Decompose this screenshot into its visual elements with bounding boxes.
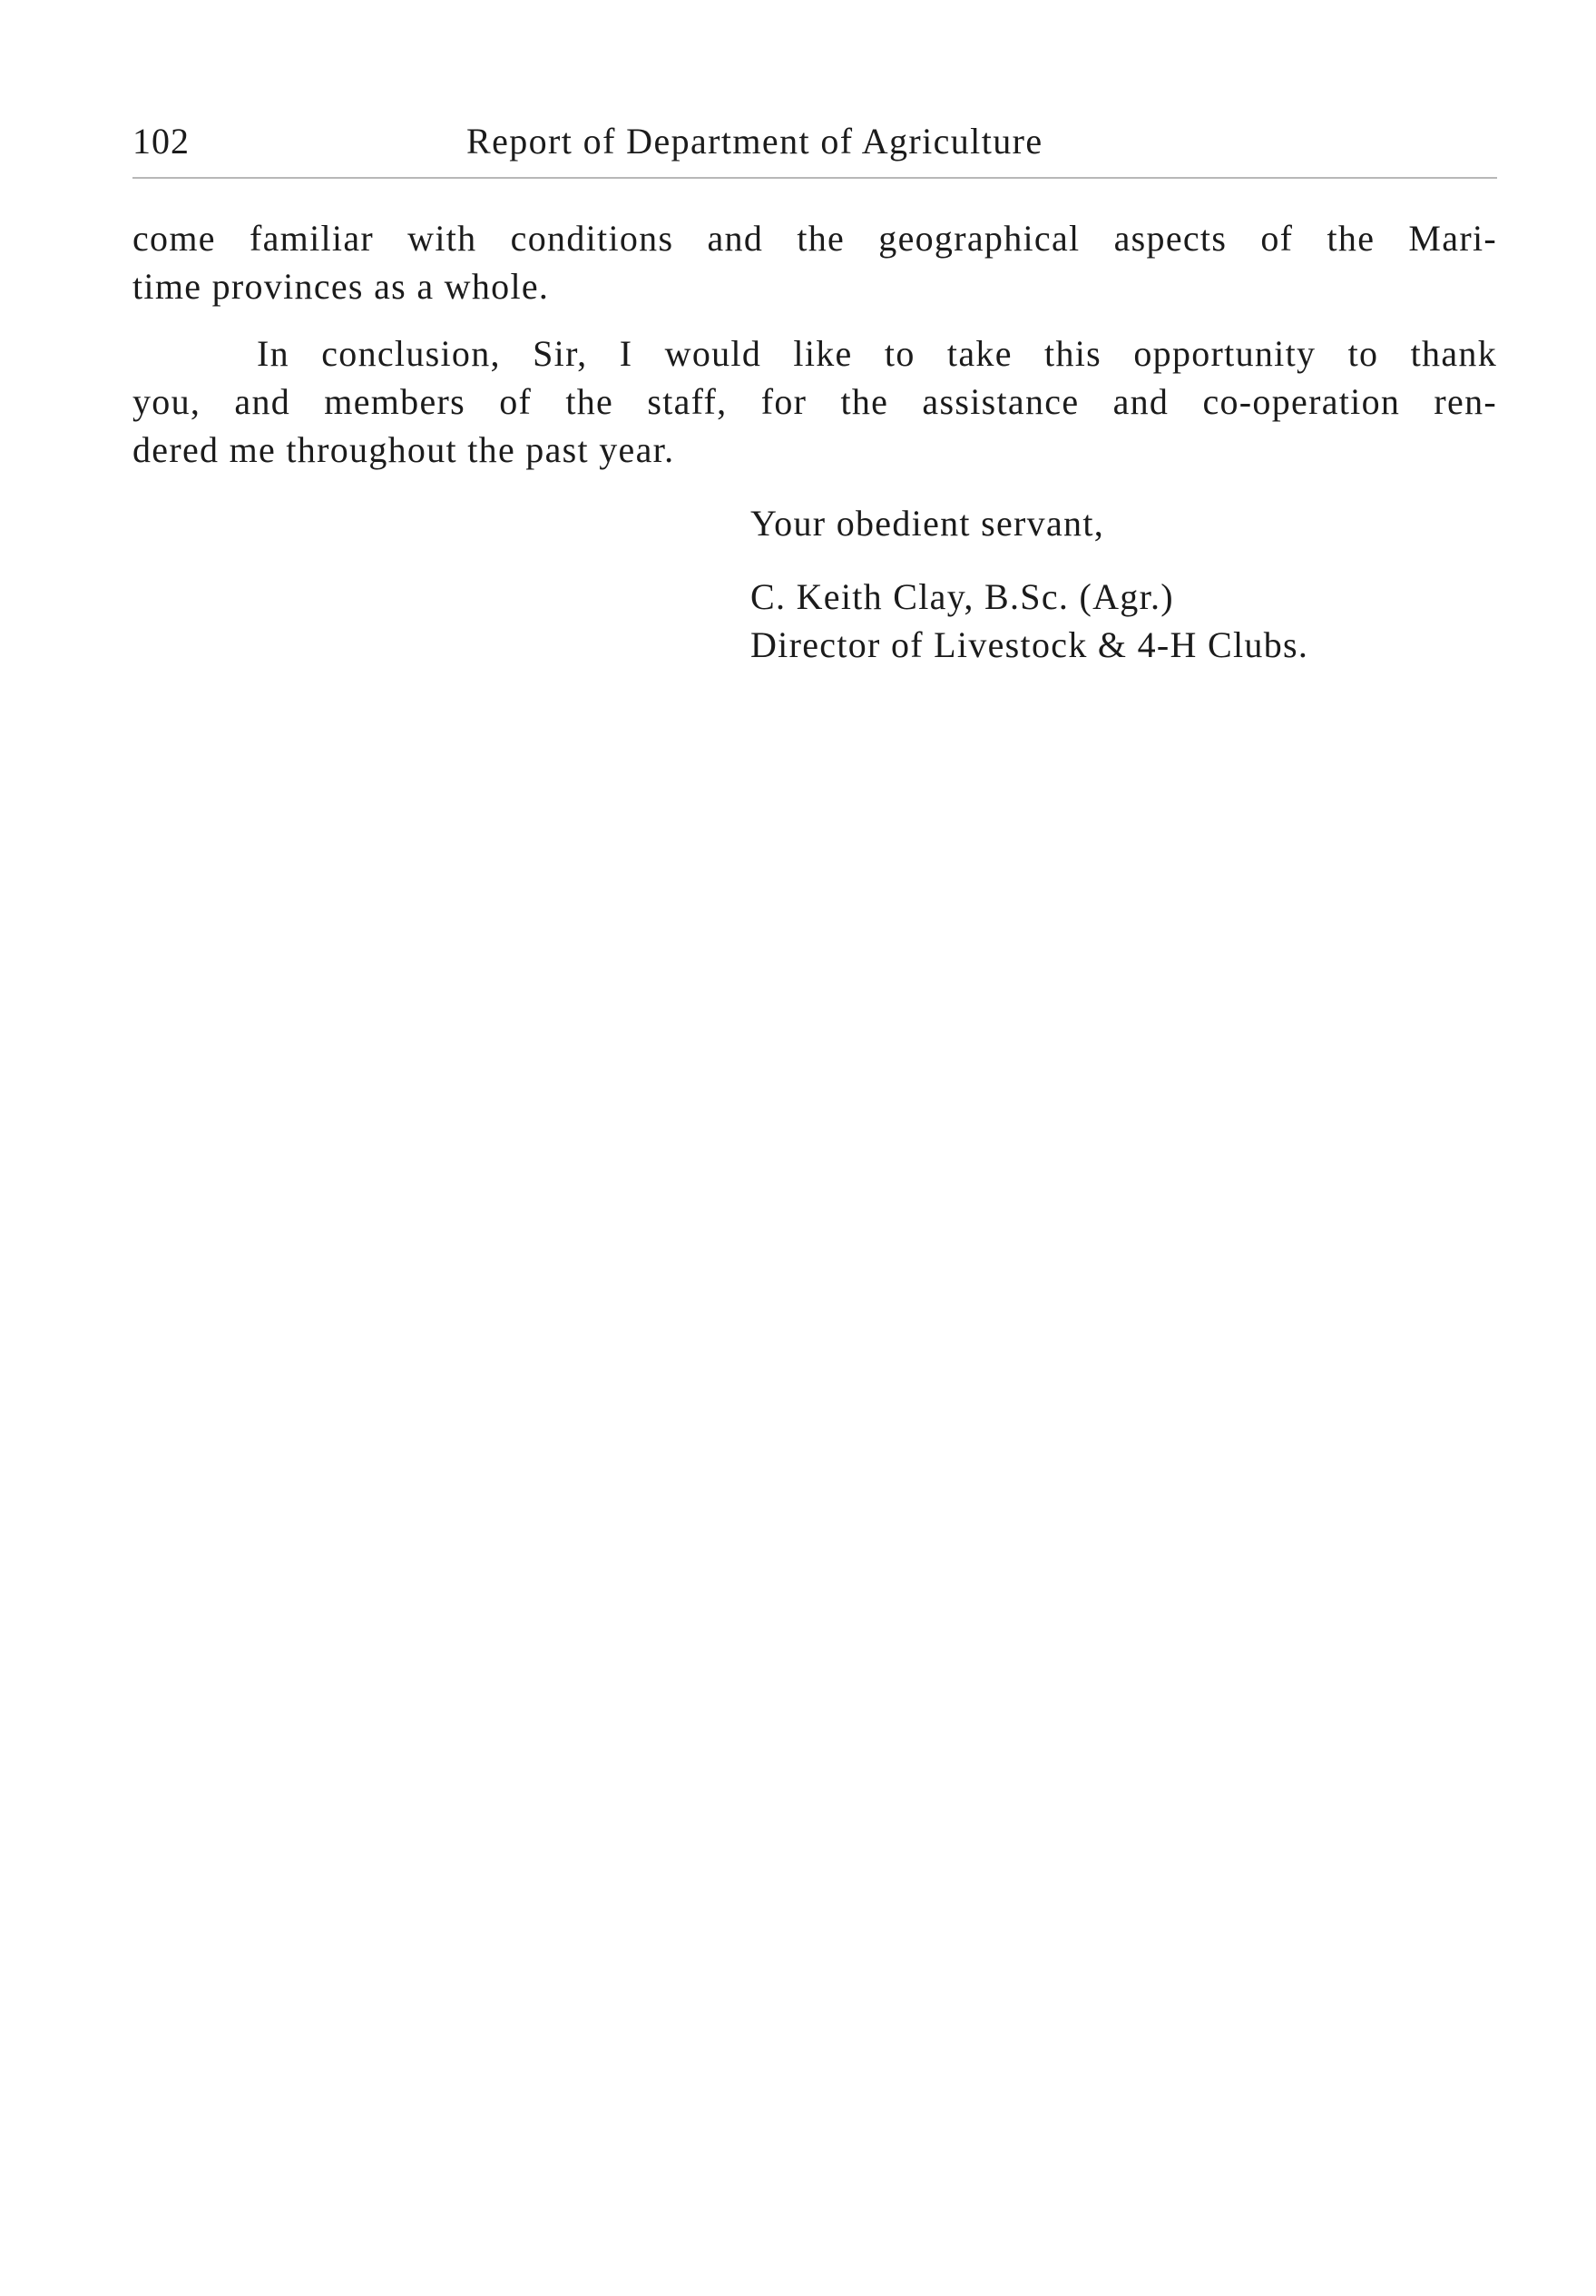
text-line: In conclusion, Sir, I would like to take this opportunity to thank [257,333,1497,374]
text-line: you, and members of the staff, for the assistance and co-operation ren- [132,381,1497,422]
signatory-title: Director of Livestock & 4-H Clubs. [750,624,1309,665]
page-header [132,116,1506,167]
paragraph-continuation [132,214,1497,310]
signatory-name: C. Keith Clay, B.Sc. (Agr.) [750,576,1174,617]
paragraph-conclusion [132,329,1497,474]
text-line: come familiar with conditions and the geographical aspects of the Mari- [132,218,1497,259]
running-head: Report of Department of Agriculture [466,121,1043,162]
page-number: 102 [132,121,190,162]
closing-salutation: Your obedient servant, [750,503,1105,544]
signature-block [750,573,1308,669]
body-text [132,214,1497,474]
text-line: time provinces as a whole. [132,266,550,307]
text-line: dered me throughout the past year. [132,429,675,470]
header-rule [132,177,1497,179]
